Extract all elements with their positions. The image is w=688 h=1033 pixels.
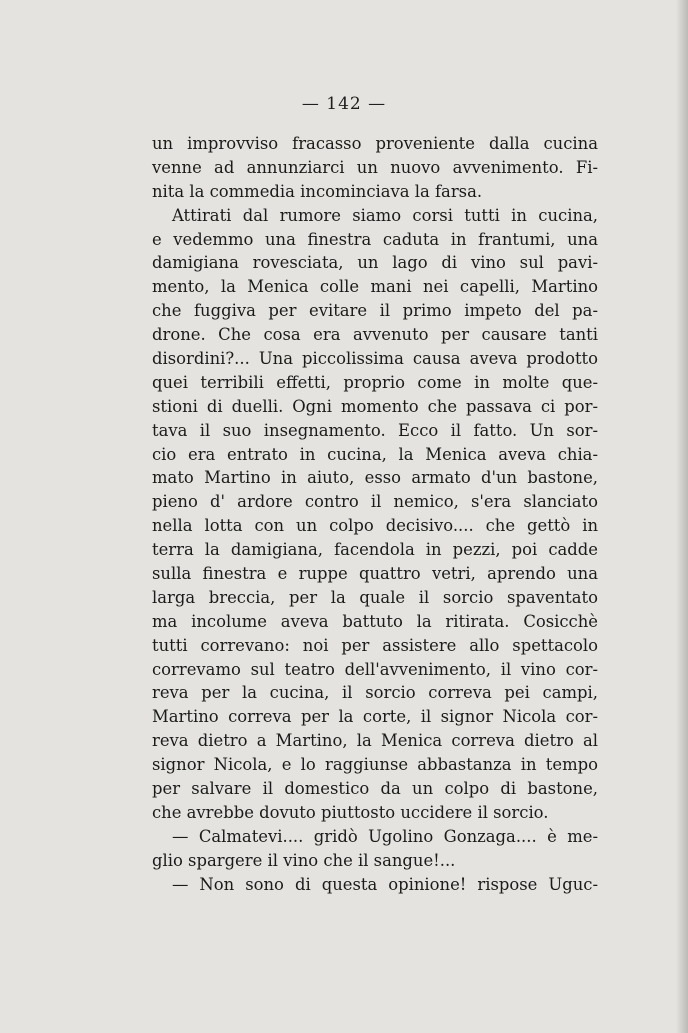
text-line: reva dietro a Martino, la Menica correva dietro al xyxy=(152,731,598,751)
text-line: Martino correva per la corte, il signor Nicola cor- xyxy=(152,707,598,727)
text-line: terra la damigiana, facendola in pezzi, poi cadde xyxy=(152,540,598,560)
text-line: Attirati dal rumore siamo corsi tutti in cucina, xyxy=(172,205,598,225)
text-line: che avrebbe dovuto piuttosto uccidere il sorcio. xyxy=(152,802,549,822)
text-line: venne ad annunziarci un nuovo avvenimento. Fi- xyxy=(152,157,598,177)
text-line: sulla finestra e ruppe quattro vetri, aprendo una xyxy=(152,564,598,584)
text-line: un improvviso fracasso proveniente dalla cucina xyxy=(152,134,598,153)
text-line: tutti correvano: noi per assistere allo spettacolo xyxy=(152,635,598,655)
text-line: — Non sono di questa opinione! rispose Uguc- xyxy=(172,874,598,894)
text-line: mento, la Menica colle mani nei capelli, Martino xyxy=(152,277,598,297)
text-line: e vedemmo una finestra caduta in frantumi, una xyxy=(152,229,598,249)
text-line: drone. Che cosa era avvenuto per causare tanti xyxy=(152,325,598,345)
text-line: nella lotta con un colpo decisivo.... che gettò in xyxy=(152,516,598,536)
text-line: signor Nicola, e lo raggiunse abbastanza in tempo xyxy=(152,755,598,775)
text-line: damigiana rovesciata, un lago di vino sul pavi- xyxy=(152,253,598,273)
text-line: mato Martino in aiuto, esso armato d'un bastone, xyxy=(152,468,598,488)
text-line: — Calmatevi.... gridò Ugolino Gonzaga.... è me- xyxy=(172,826,598,846)
text-line: che fuggiva per evitare il primo impeto del pa- xyxy=(152,301,598,321)
text-line: tava il suo insegnamento. Ecco il fatto. Un sor- xyxy=(152,420,598,440)
text-line: quei terribili effetti, proprio come in molte que- xyxy=(152,372,598,392)
text-line: glio spargere il vino che il sangue!... xyxy=(152,850,456,870)
page-number: — 142 — xyxy=(301,94,387,114)
text-line: stioni di duelli. Ogni momento che passava ci por- xyxy=(152,396,598,416)
text-line: larga breccia, per la quale il sorcio spaventato xyxy=(152,587,598,607)
text-line: nita la commedia incominciava la farsa. xyxy=(152,181,483,201)
text-line: per salvare il domestico da un colpo di bastone, xyxy=(152,779,598,799)
text-line: ma incolume aveva battuto la ritirata. Cosicchè xyxy=(152,611,598,631)
text-line: disordini?... Una piccolissima causa aveva prodotto xyxy=(152,349,598,369)
page-edge-shadow xyxy=(676,0,688,1033)
text-line: reva per la cucina, il sorcio correva pei campi, xyxy=(152,683,598,703)
body-text xyxy=(152,132,598,897)
text-line: cio era entrato in cucina, la Menica aveva chia- xyxy=(152,444,598,464)
text-line: pieno d' ardore contro il nemico, s'era slanciato xyxy=(152,492,598,512)
text-line: correvamo sul teatro dell'avvenimento, il vino cor- xyxy=(152,659,598,679)
